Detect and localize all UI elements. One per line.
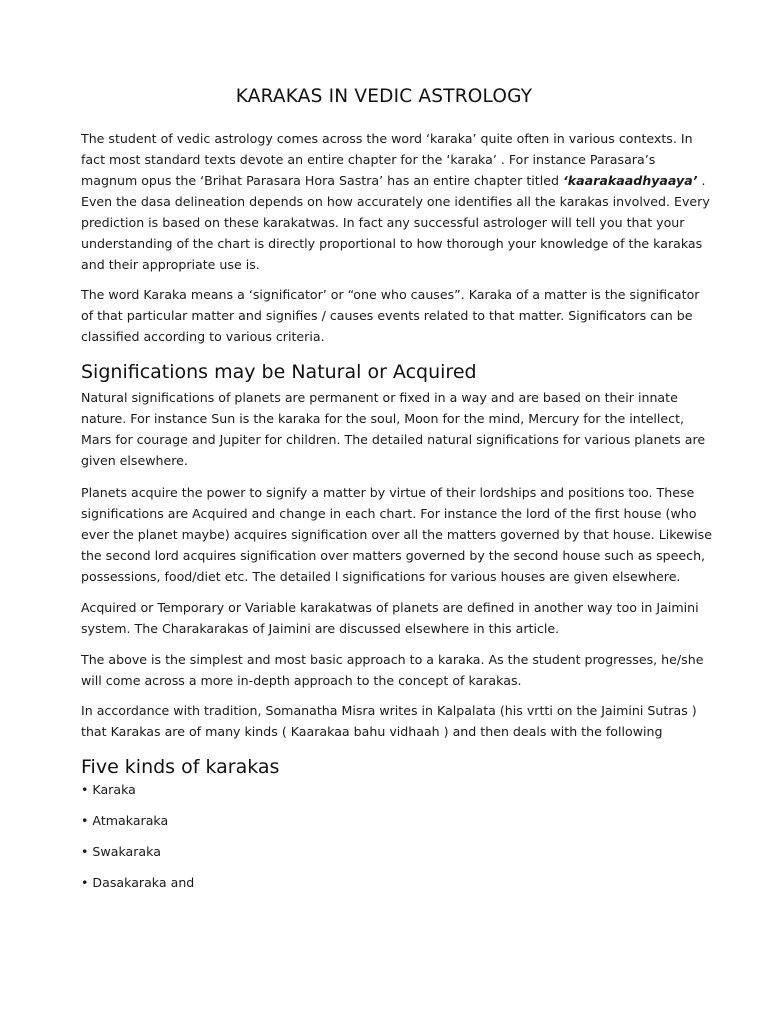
list-item: • Karaka (81, 782, 136, 797)
natural-significations-paragraph (81, 387, 713, 471)
list-item: • Swakaraka (81, 844, 161, 859)
paragraph-text: Acquired or Temporary or Variable karakatwas of planets are defined in another way too in Jaimini system. The Charakarakas of Jaimini are discussed elsewhere in this article. (81, 600, 699, 636)
list-item: • Atmakaraka (81, 813, 169, 828)
section-heading-natural-acquired: Significations may be Natural or Acquired (81, 361, 477, 383)
paragraph-text: The word Karaka means a ‘significator’ or “one who causes”. Karaka of a matter is the significator of that particular matter and signifies / causes events related to that matter. Significators can be classified according to various criteria. (81, 287, 700, 344)
intro-text-emphasis: ‘kaarakaadhyaaya’ (562, 173, 698, 188)
page-title: KARAKAS IN VEDIC ASTROLOGY (235, 86, 533, 107)
paragraph-text: Planets acquire the power to signify a matter by virtue of their lordships and positions too. These significations are Acquired and change in each chart. For instance the lord of the first house (who ever the planet maybe) acquires signification over all the matters governed by that house. Likewise the second lord acquires signification over matters governed by the second house such as speech, possessions, food/diet etc. The detailed l significations for various houses are given elsewhere. (81, 485, 712, 584)
karaka-definition-paragraph (81, 284, 713, 347)
kalpalata-paragraph (81, 700, 713, 742)
temporary-karakatwas-paragraph (81, 597, 713, 639)
list-item: • Dasakaraka and (81, 875, 195, 890)
basic-approach-paragraph (81, 649, 713, 691)
intro-text-before: The student of vedic astrology comes across the word ‘karaka’ quite often in various contexts. In fact most standard texts devote an entire chapter for the ‘karaka’ . For instance Parasara’s magnum opus the ‘Brihat Parasara Hora Sastra’ has an entire chapter titled (81, 131, 693, 188)
paragraph-text: The above is the simplest and most basic approach to a karaka. As the student progresses, he/she will come across a more in-depth approach to the concept of karakas. (81, 652, 704, 688)
intro-paragraph (81, 128, 713, 275)
intro-text-after: . Even the dasa delineation depends on how accurately one identifies all the karakas involved. Every prediction is based on these karakatwas. In fact any successful astrologer will tell you that your understanding of the chart is directly proportional to how thorough your knowledge of the karakas and their appropriate use is. (81, 173, 710, 272)
acquired-significations-paragraph (81, 482, 713, 587)
paragraph-text: In accordance with tradition, Somanatha Misra writes in Kalpalata (his vrtti on the Jaimini Sutras ) that Karakas are of many kinds ( Kaarakaa bahu vidhaah ) and then deals with the following (81, 703, 697, 739)
paragraph-text: Natural significations of planets are permanent or fixed in a way and are based on their innate nature. For instance Sun is the karaka for the soul, Moon for the mind, Mercury for the intellect, Mars for courage and Jupiter for children. The detailed natural significations for various planets are given elsewhere. (81, 390, 706, 468)
section-heading-five-kinds: Five kinds of karakas (81, 756, 280, 778)
